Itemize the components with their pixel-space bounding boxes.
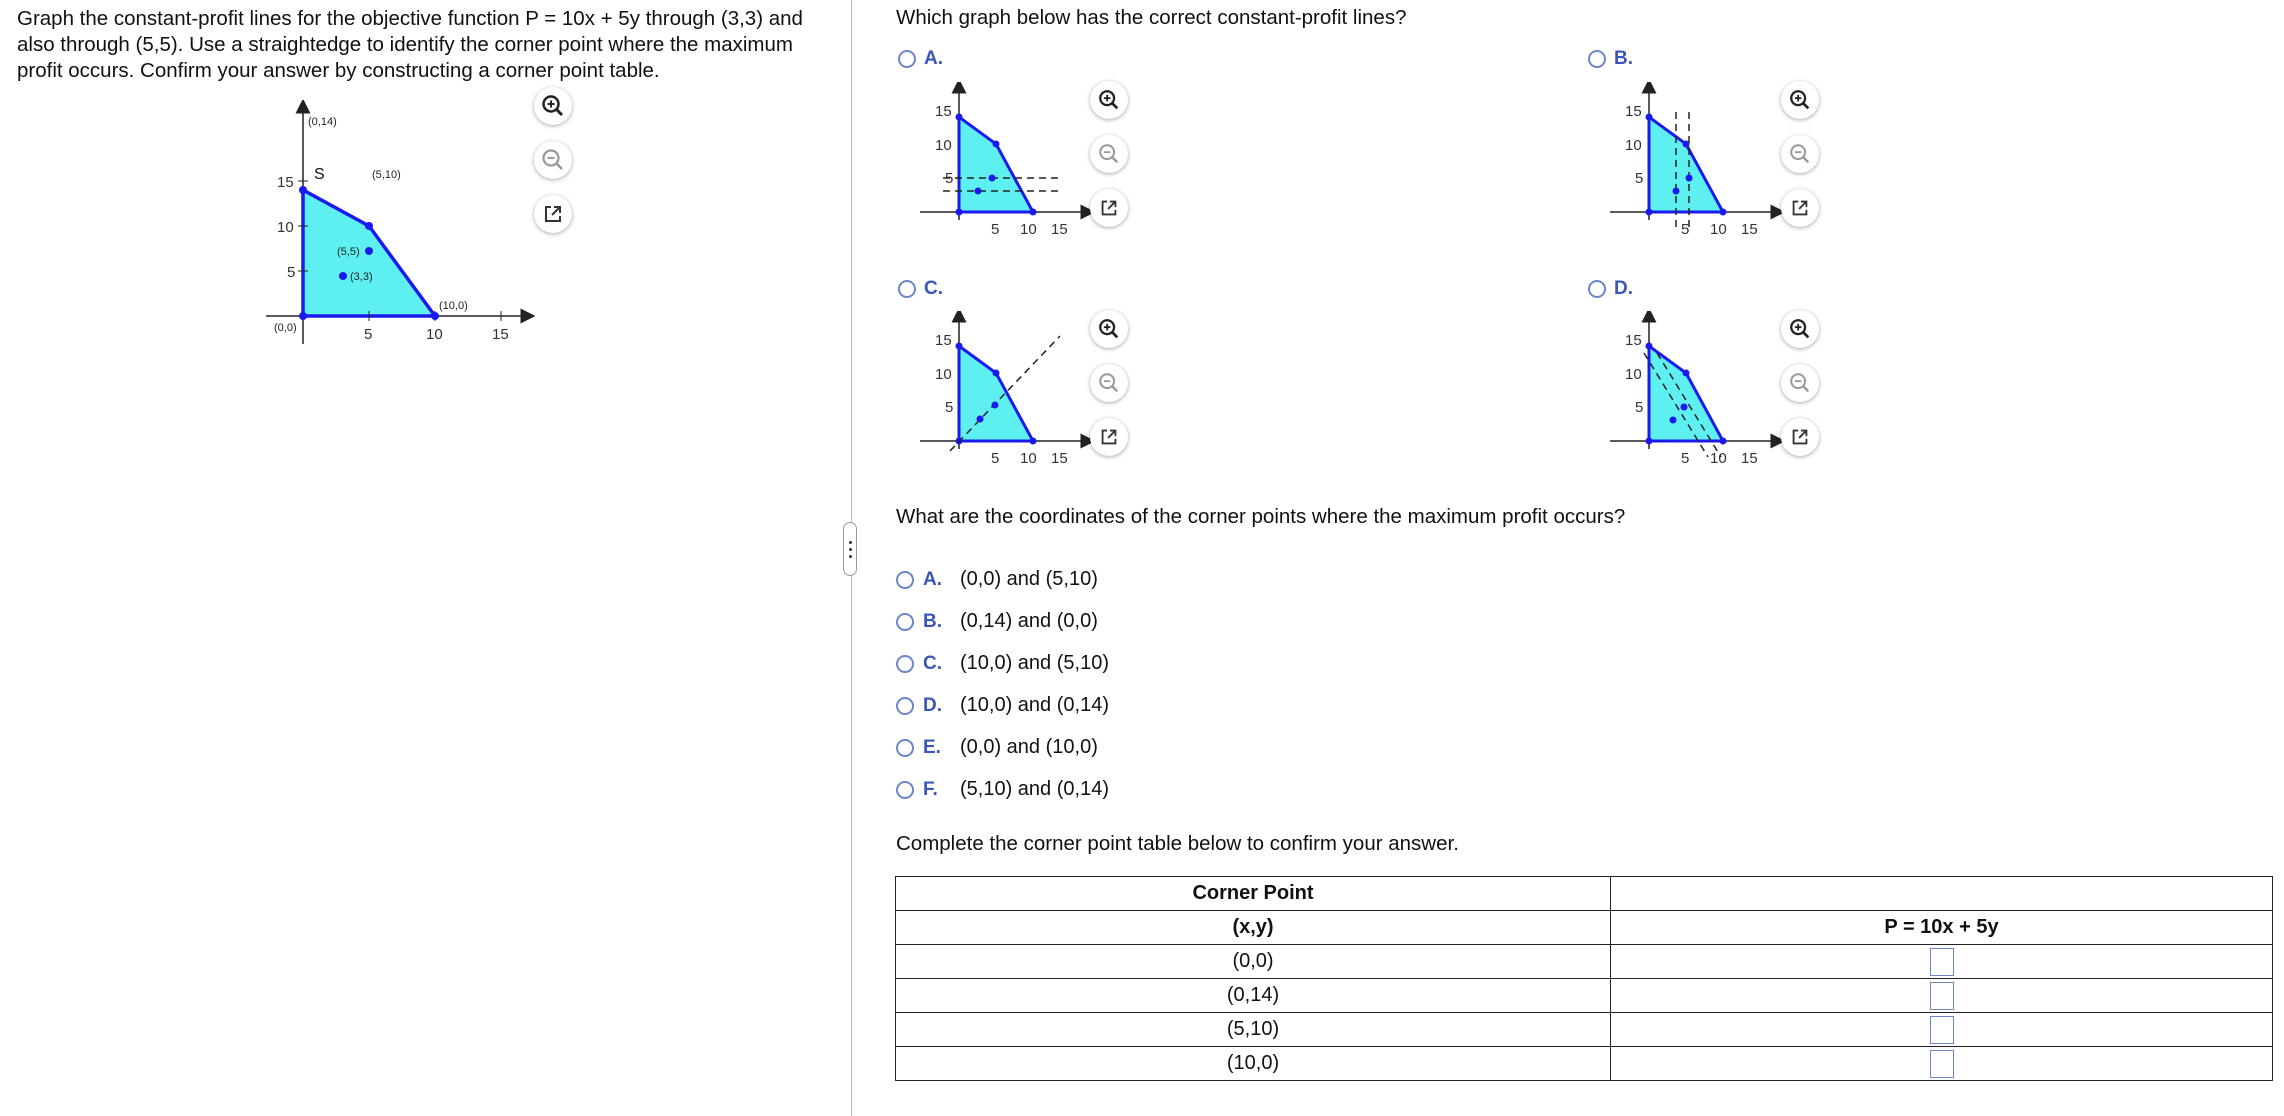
profit-cell — [1611, 945, 2273, 979]
radio-button[interactable] — [896, 697, 914, 715]
popout-button[interactable] — [1781, 418, 1819, 456]
corner-cell: (0,14) — [896, 979, 1611, 1013]
zoom-out-button[interactable] — [534, 141, 572, 179]
corner-point — [299, 186, 307, 194]
point-label: (3,3) — [350, 271, 373, 283]
corner-point — [431, 312, 439, 320]
profit-cell — [1611, 1047, 2273, 1081]
zoom-out-button[interactable] — [1090, 364, 1128, 402]
zoom-out-icon — [1097, 142, 1121, 166]
graph-option-a[interactable] — [898, 48, 943, 70]
table-header: (x,y) — [896, 911, 1611, 945]
option-text: (5,10) and (0,14) — [960, 778, 1109, 800]
x-tick-label: 10 — [426, 326, 443, 343]
table-header: P = 10x + 5y — [1611, 911, 2273, 945]
tick: 10 — [1710, 221, 1727, 238]
answer-input[interactable] — [1930, 1050, 1954, 1078]
point-label: (5,5) — [337, 246, 360, 258]
radio-button[interactable] — [1588, 50, 1606, 68]
tick: 15 — [1625, 103, 1642, 120]
splitter-handle[interactable] — [843, 522, 857, 576]
region-label: S — [314, 166, 325, 183]
tick: 5 — [945, 399, 954, 416]
radio-button[interactable] — [898, 50, 916, 68]
zoom-out-icon — [1097, 371, 1121, 395]
tick: 15 — [1741, 450, 1758, 467]
table-header-empty — [1611, 877, 2273, 911]
option-letter: B. — [923, 610, 942, 632]
question-3: Complete the corner point table below to confirm your answer. — [896, 832, 1459, 855]
answer-option-f[interactable] — [896, 778, 1109, 801]
option-letter: C. — [923, 652, 942, 674]
option-letter: B. — [1614, 48, 1633, 69]
table-row — [896, 1047, 2273, 1081]
corner-cell: (5,10) — [896, 1013, 1611, 1047]
radio-button[interactable] — [896, 739, 914, 757]
y-tick-label: 5 — [287, 264, 296, 281]
radio-button[interactable] — [1588, 280, 1606, 298]
radio-button[interactable] — [896, 613, 914, 631]
question-2: What are the coordinates of the corner points where the maximum profit occurs? — [896, 505, 1626, 528]
option-text: (0,0) and (5,10) — [960, 568, 1098, 590]
zoom-out-button[interactable] — [1781, 135, 1819, 173]
zoom-in-icon — [1097, 88, 1121, 112]
corner-label: (0,14) — [308, 116, 337, 128]
answer-input[interactable] — [1930, 1016, 1954, 1044]
answer-option-a[interactable] — [896, 568, 1098, 591]
option-text: (0,14) and (0,0) — [960, 610, 1098, 632]
zoom-in-icon — [540, 93, 566, 119]
open-external-icon — [1098, 197, 1120, 219]
corner-label: (0,0) — [274, 322, 297, 334]
tick: 5 — [1635, 399, 1644, 416]
zoom-in-button[interactable] — [1781, 310, 1819, 348]
tick: 5 — [1681, 221, 1690, 238]
graph-option-d[interactable] — [1588, 278, 1633, 300]
corner-point-table — [895, 876, 2273, 1081]
radio-button[interactable] — [896, 655, 914, 673]
corner-point — [299, 312, 307, 320]
option-text: (10,0) and (0,14) — [960, 694, 1109, 716]
popout-button[interactable] — [1781, 189, 1819, 227]
zoom-in-button[interactable] — [534, 87, 572, 125]
graph-option-b[interactable] — [1588, 48, 1633, 70]
tick: 10 — [1710, 450, 1727, 467]
graph-b — [1610, 82, 1790, 244]
corner-label: (5,10) — [372, 169, 401, 181]
popout-button[interactable] — [1090, 189, 1128, 227]
zoom-in-icon — [1788, 88, 1812, 112]
corner-point — [365, 222, 373, 230]
tick: 5 — [991, 221, 1000, 238]
profit-cell — [1611, 979, 2273, 1013]
corner-cell: (10,0) — [896, 1047, 1611, 1081]
corner-cell: (0,0) — [896, 945, 1611, 979]
tick: 15 — [1741, 221, 1758, 238]
graph-c — [920, 311, 1100, 473]
graph-a — [920, 82, 1100, 244]
y-tick-label: 10 — [277, 219, 294, 236]
open-external-icon — [541, 202, 565, 226]
option-letter: C. — [924, 278, 943, 299]
zoom-out-button[interactable] — [1090, 135, 1128, 173]
open-external-icon — [1789, 426, 1811, 448]
tick: 10 — [1020, 221, 1037, 238]
tick: 5 — [1681, 450, 1690, 467]
corner-label: (10,0) — [439, 300, 468, 312]
graph-option-c[interactable] — [898, 278, 943, 300]
zoom-in-button[interactable] — [1090, 81, 1128, 119]
radio-button[interactable] — [896, 781, 914, 799]
answer-input[interactable] — [1930, 948, 1954, 976]
point-5-5 — [365, 247, 373, 255]
tick: 10 — [1625, 137, 1642, 154]
tick: 15 — [1625, 332, 1642, 349]
question-pane — [0, 0, 850, 1116]
zoom-out-icon — [1788, 371, 1812, 395]
table-row — [896, 945, 2273, 979]
table-row — [896, 979, 2273, 1013]
table-row — [896, 1013, 2273, 1047]
question-1: Which graph below has the correct constant-profit lines? — [896, 6, 1407, 29]
zoom-in-icon — [1097, 317, 1121, 341]
tick: 15 — [1051, 450, 1068, 467]
x-tick-label: 15 — [492, 326, 509, 343]
radio-button[interactable] — [898, 280, 916, 298]
option-letter: E. — [923, 736, 941, 758]
zoom-in-button[interactable] — [1781, 81, 1819, 119]
tick: 10 — [1020, 450, 1037, 467]
radio-button[interactable] — [896, 571, 914, 589]
feasible-region-graph — [258, 100, 538, 350]
zoom-out-icon — [1788, 142, 1812, 166]
y-tick-label: 15 — [277, 174, 294, 191]
answer-option-d[interactable] — [896, 694, 1109, 717]
zoom-in-button[interactable] — [1090, 310, 1128, 348]
tick: 5 — [991, 450, 1000, 467]
x-tick-label: 5 — [364, 326, 373, 343]
question-text: Graph the constant-profit lines for the objective function P = 10x + 5y through (3,3) and also through (5,5). Use a straightedge to identify the corner point where the maximum profit occurs. Confirm your answer by constructing a corner point table. — [17, 7, 803, 82]
open-external-icon — [1789, 197, 1811, 219]
tick: 10 — [1625, 366, 1642, 383]
option-text: (0,0) and (10,0) — [960, 736, 1098, 758]
popout-button[interactable] — [534, 195, 572, 233]
popout-button[interactable] — [1090, 418, 1128, 456]
tick: 5 — [945, 170, 954, 187]
tick: 15 — [1051, 221, 1068, 238]
answer-option-c[interactable] — [896, 652, 1109, 675]
table-header: Corner Point — [896, 877, 1611, 911]
zoom-out-icon — [540, 147, 566, 173]
option-letter: D. — [923, 694, 942, 716]
graph-d — [1610, 311, 1790, 473]
open-external-icon — [1098, 426, 1120, 448]
option-letter: D. — [1614, 278, 1633, 299]
option-letter: A. — [923, 568, 942, 590]
point-3-3 — [339, 272, 347, 280]
tick: 15 — [935, 103, 952, 120]
answer-input[interactable] — [1930, 982, 1954, 1010]
zoom-in-icon — [1788, 317, 1812, 341]
tick: 5 — [1635, 170, 1644, 187]
option-letter: F. — [923, 778, 938, 800]
tick: 10 — [935, 137, 952, 154]
profit-cell — [1611, 1013, 2273, 1047]
answer-option-b[interactable] — [896, 610, 1098, 633]
zoom-out-button[interactable] — [1781, 364, 1819, 402]
tick: 10 — [935, 366, 952, 383]
answer-option-e[interactable] — [896, 736, 1098, 759]
tick: 15 — [935, 332, 952, 349]
option-letter: A. — [924, 48, 943, 69]
option-text: (10,0) and (5,10) — [960, 652, 1109, 674]
